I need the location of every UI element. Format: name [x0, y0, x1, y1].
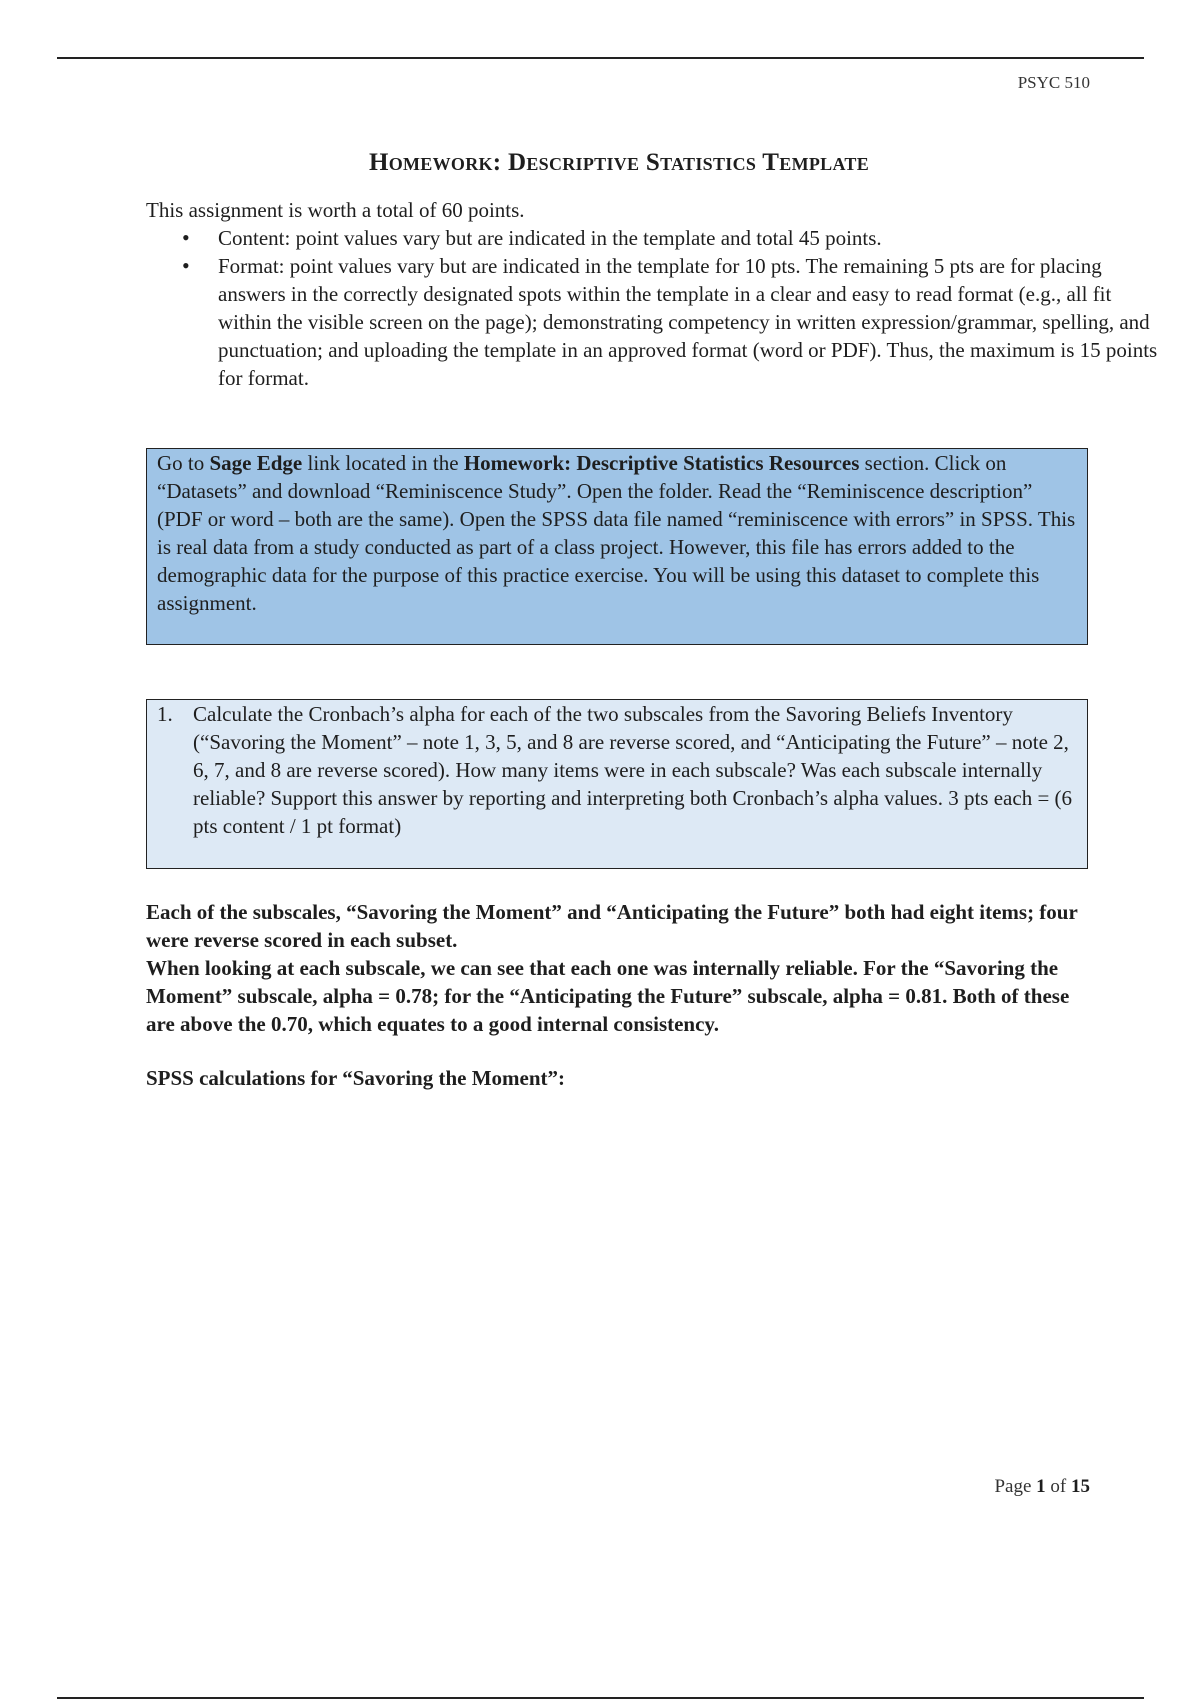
answer-paragraph: Each of the subscales, “Savoring the Moment” and “Anticipating the Future” both had eight items; four were reverse scored in each subset. [146, 900, 1078, 952]
sage-edge-link-text: Sage Edge [209, 451, 303, 475]
requirements-list [146, 224, 1162, 392]
header-rule [57, 57, 1144, 59]
question-number: 1. [157, 702, 173, 726]
answer-paragraph: When looking at each subscale, we can see that each one was internally reliable. For the “Savoring the Moment” subscale, alpha = 0.78; for the “Anticipating the Future” subscale, alpha = 0.81. Both of these are above the 0.70, which equates to a good internal consistency. [146, 956, 1070, 1036]
question-text: Calculate the Cronbach’s alpha for each of the two subscales from the Savoring Beliefs Inventory (“Savoring the Moment” – note 1, 3, 5, and 8 are reverse scored, and “Anticipating the Future” – note 2, 6, 7, and 8 are reverse scored). How many items were in each subscale? Was each subscale internally reliable? Support this answer by reporting and interpreting both Cronbach’s alpha values. 3 pts each = (6 pts content / 1 pt format) [193, 702, 1073, 838]
resources-instructions-box [146, 448, 1088, 645]
footer-rule [57, 1697, 1144, 1699]
resources-section-name: Homework: Descriptive Statistics Resources [463, 451, 860, 475]
link-located-text: link located in the [302, 451, 464, 475]
spss-calculations-label: SPSS calculations for “Savoring the Moment”: [146, 1066, 566, 1090]
answer-block [146, 898, 1090, 1038]
page-word: Page [994, 1476, 1037, 1497]
resources-instructions-text: section. Click on “Datasets” and download “Reminiscence Study”. Open the folder. Read the “Reminiscence description” (PDF or word – both are the same). Open the SPSS data file named “reminiscence with errors” in SPSS. This is real data from a study conducted as part of a class project. However, this file has errors added to the demographic data for the purpose of this practice exercise. You will be using this dataset to complete this assignment. [157, 451, 1076, 615]
list-item: • Content: point values vary but are indicated in the template and total 45 points. [218, 224, 1162, 252]
list-item: • Format: point values vary but are indicated in the template for 10 pts. The remaining 5 pts are for placing answers in the correctly designated spots within the template in a clear and easy to read format (e.g., all fit within the visible screen on the page); demonstrating competency in written expression/grammar, spelling, and punctuation; and uploading the template in an approved format (word or PDF). Thus, the maximum is 15 points for format. [218, 252, 1162, 392]
question-1-box [146, 699, 1088, 869]
of-word: of [1045, 1476, 1071, 1497]
current-page: 1 [1036, 1476, 1046, 1497]
page-number [994, 1476, 1090, 1498]
go-to-text: Go to [157, 451, 210, 475]
total-pages: 15 [1071, 1476, 1090, 1497]
course-code: PSYC 510 [1017, 73, 1090, 92]
page-title: Homework: Descriptive Statistics Template [368, 149, 870, 176]
intro-text: This assignment is worth a total of 60 points. [146, 198, 525, 222]
